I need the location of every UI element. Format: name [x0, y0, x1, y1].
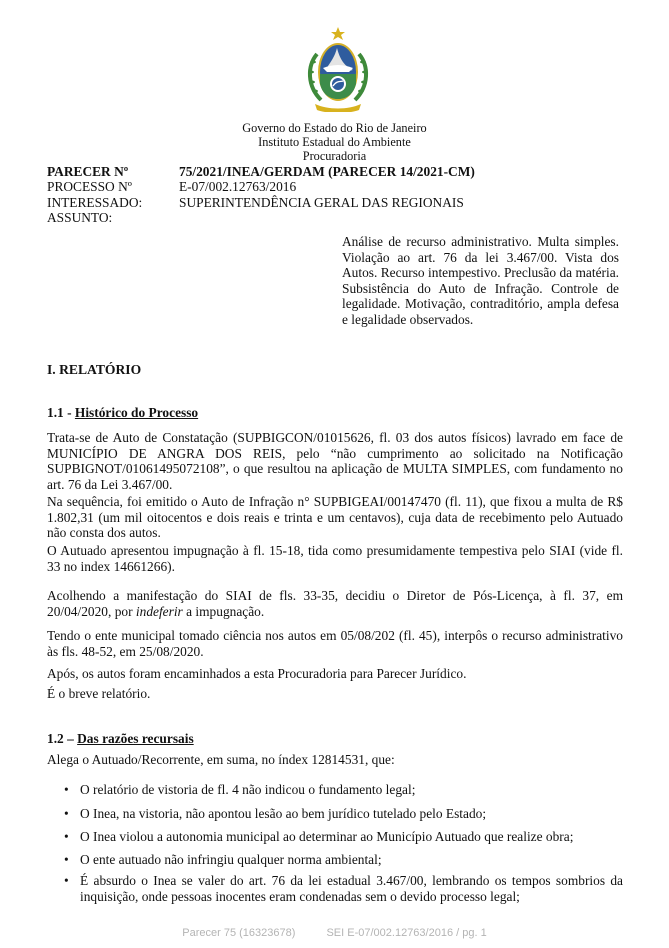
page-footer	[0, 927, 669, 939]
paragraph: Na sequência, foi emitido o Auto de Infração n° SUPBIGEAI/00147470 (fl. 11), que fixou a multa de R$ 1.802,31 (um mil oitocentos e dois reais e trinta e um centavos), cuja data de recebimento pelo Autuado não consta dos autos.	[47, 494, 623, 540]
org-line-department: Procuradoria	[302, 149, 367, 163]
subsection-heading: Das razões recursais	[77, 731, 194, 746]
bullet-icon: •	[64, 782, 69, 797]
field-value: E-07/002.12763/2016	[179, 179, 297, 194]
paragraph: O Autuado apresentou impugnação à fl. 15-18, tida como presumidamente tempestiva pelo SIAI (vide fl. 33 no index 14661266).	[47, 543, 623, 574]
subsection-title-historico	[47, 405, 198, 421]
field-value: SUPERINTENDÊNCIA GERAL DAS REGIONAIS	[179, 195, 464, 210]
subsection-heading: Histórico do Processo	[74, 405, 199, 420]
subsection-number: 1.1 -	[47, 405, 75, 420]
section-title-relatorio: I. RELATÓRIO	[47, 362, 142, 377]
subsection-number: 1.2 –	[47, 731, 78, 746]
bullet-icon: •	[64, 806, 69, 821]
field-label: INTERESSADO:	[47, 195, 143, 210]
paragraph: Tendo o ente municipal tomado ciência nos autos em 05/08/202 (fl. 45), interpôs o recurso administrativo às fls. 48-52, em 25/08/2020.	[47, 628, 623, 659]
paragraph	[47, 588, 623, 619]
bullet-icon: •	[64, 873, 69, 888]
paragraph: É o breve relatório.	[47, 686, 151, 701]
list-item-text: O Inea, na vistoria, não apontou lesão ao bem jurídico tutelado pelo Estado;	[80, 806, 487, 821]
footer-process-page: SEI E-07/002.12763/2016 / pg. 1	[326, 927, 487, 939]
footer-document-id: Parecer 75 (16323678)	[182, 927, 296, 939]
org-line-institute: Instituto Estadual do Ambiente	[258, 135, 411, 149]
field-label: ASSUNTO:	[47, 210, 113, 225]
list-item-text: O relatório de vistoria de fl. 4 não indicou o fundamento legal;	[80, 782, 416, 797]
coat-of-arms-icon	[303, 26, 373, 112]
org-line-government: Governo do Estado do Rio de Janeiro	[242, 121, 427, 135]
paragraph: Alega o Autuado/Recorrente, em suma, no índex 12814531, que:	[47, 752, 395, 767]
paragraph: Trata-se de Auto de Constatação (SUPBIGCON/01015626, fl. 03 dos autos físicos) lavrado em face de MUNICÍPIO DE ANGRA DOS REIS, pelo “não cumprimento ao solicitado na Notificação SUPBIGNOT/01061495072108”, o que resultou na aplicação de MULTA SIMPLES, com fundamento no art. 76 da Lei 3.467/00.	[47, 430, 623, 492]
paragraph: Após, os autos foram encaminhados a esta Procuradoria para Parecer Jurídico.	[47, 666, 467, 681]
subject-summary: Análise de recurso administrativo. Multa simples. Violação ao art. 76 da lei 3.467/00. Vista dos Autos. Recurso intempestivo. Preclusão da matéria. Subsistência do Auto de Infração. Controle de legalidade. Motivação, contraditório, ampla defesa e legalidade observados.	[342, 234, 619, 327]
subsection-title-razoes	[47, 731, 194, 747]
field-value: 75/2021/INEA/GERDAM (PARECER 14/2021-CM)	[179, 164, 475, 179]
list-item-text: O Inea violou a autonomia municipal ao determinar ao Município Autuado que realize obra;	[80, 829, 574, 844]
list-item-text: O ente autuado não infringiu qualquer norma ambiental;	[80, 852, 382, 867]
bullet-icon: •	[64, 852, 69, 867]
paragraph-emphasis: indeferir	[135, 603, 183, 619]
field-label: PROCESSO Nº	[47, 179, 132, 194]
list-item-text: É absurdo o Inea se valer do art. 76 da lei estadual 3.467/00, lembrando os tempos sombrios da inquisição, onde pessoas inocentes eram condenadas sem o devido processo legal;	[80, 873, 623, 904]
paragraph-text: Acolhendo a manifestação do SIAI de fls. 33-35, decidiu o Diretor de Pós-Licença, à fl. 37, em 20/04/2020, por	[47, 588, 623, 619]
bullet-icon: •	[64, 829, 69, 844]
field-label: PARECER Nº	[47, 164, 129, 179]
paragraph-text: a impugnação.	[182, 603, 265, 619]
